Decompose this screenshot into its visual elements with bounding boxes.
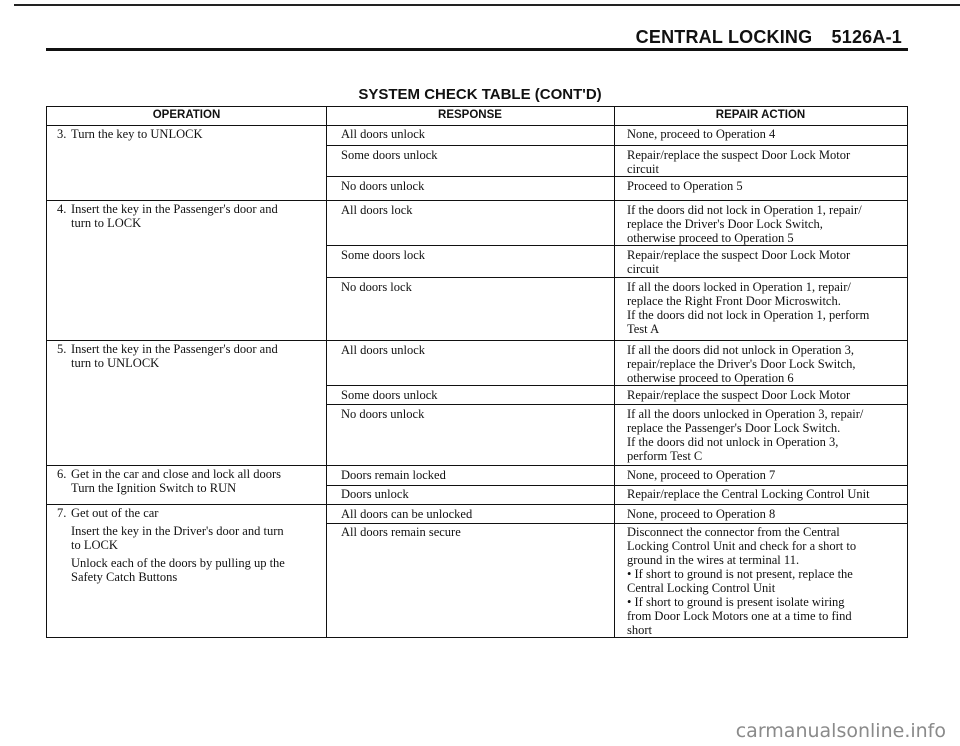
page-header: [636, 27, 902, 48]
response-cell: All doors can be unlocked: [341, 507, 473, 521]
response-cell: All doors lock: [341, 203, 413, 217]
text-line: circuit: [627, 162, 659, 176]
response-cell: No doors unlock: [341, 407, 425, 421]
row-divider: [47, 340, 907, 341]
repair-action-cell: [627, 407, 903, 463]
text-line: Insert the key in the Passenger's door and: [71, 202, 278, 216]
text-line: Repair/replace the suspect Door Lock Motor: [627, 388, 851, 402]
operation-paragraph: [71, 556, 323, 584]
text-line: Central Locking Control Unit: [627, 581, 776, 595]
operation-number: 4.: [57, 202, 67, 216]
operation-text: [71, 467, 323, 495]
text-line: • If short to ground is present isolate wiring: [627, 595, 845, 609]
text-line: If all the doors did not unlock in Operation 3,: [627, 343, 855, 357]
text-line: Repair/replace the suspect Door Lock Motor: [627, 148, 851, 162]
operation-cell: [57, 342, 323, 374]
repair-action-cell: [627, 203, 903, 245]
text-line: Locking Control Unit and check for a short to: [627, 539, 857, 553]
text-line: If all the doors locked in Operation 1, repair/: [627, 280, 851, 294]
repair-action-cell: [627, 179, 903, 193]
operation-paragraph: [71, 342, 323, 370]
response-cell: Some doors unlock: [341, 148, 438, 162]
column-header-operation: OPERATION: [152, 109, 221, 121]
response-cell: No doors unlock: [341, 179, 425, 193]
entry-divider: [326, 145, 907, 146]
response-cell: All doors unlock: [341, 127, 426, 141]
text-line: Repair/replace the Central Locking Control Unit: [627, 487, 870, 501]
text-line: short: [627, 623, 652, 637]
operation-text: [71, 342, 323, 370]
repair-action-cell: [627, 468, 903, 482]
header-rule: [46, 48, 908, 51]
operation-number: 6.: [57, 467, 67, 481]
text-line: Get out of the car: [71, 506, 159, 520]
operation-cell: [57, 127, 323, 145]
text-line: None, proceed to Operation 4: [627, 127, 776, 141]
row-divider: [47, 465, 907, 466]
row-divider: [47, 504, 907, 505]
operation-paragraph: [71, 202, 323, 230]
entry-divider: [326, 385, 907, 386]
text-line: repair/replace the Driver's Door Lock Switch,: [627, 357, 856, 371]
table-header-row: [47, 107, 907, 126]
operation-cell: [57, 506, 323, 588]
column-header-response: RESPONSE: [438, 109, 502, 121]
repair-action-cell: [627, 507, 903, 521]
text-line: Disconnect the connector from the Central: [627, 525, 840, 539]
repair-action-cell: [627, 487, 903, 501]
response-cell: Doors remain locked: [341, 468, 446, 482]
entry-divider: [326, 176, 907, 177]
response-cell: All doors remain secure: [341, 525, 461, 539]
text-line: Unlock each of the doors by pulling up the: [71, 556, 285, 570]
entry-divider: [326, 245, 907, 246]
column-divider: [614, 107, 615, 637]
operation-text: [71, 202, 323, 230]
text-line: Insert the key in the Passenger's door and: [71, 342, 278, 356]
repair-action-cell: [627, 525, 903, 637]
repair-action-cell: [627, 127, 903, 141]
operation-number: 5.: [57, 342, 67, 356]
text-line: Insert the key in the Driver's door and turn: [71, 524, 284, 538]
text-line: to LOCK: [71, 538, 118, 552]
text-line: circuit: [627, 262, 659, 276]
response-cell: Some doors unlock: [341, 388, 438, 402]
section-title: CENTRAL LOCKING: [635, 27, 813, 47]
text-line: otherwise proceed to Operation 5: [627, 231, 794, 245]
entry-divider: [326, 485, 907, 486]
row-divider: [47, 200, 907, 201]
text-line: Safety Catch Buttons: [71, 570, 178, 584]
text-line: ground in the wires at terminal 11.: [627, 553, 800, 567]
watermark: carmanualsonline.info: [735, 720, 946, 742]
top-border-rule: [14, 4, 960, 6]
operation-cell: [57, 467, 323, 499]
operation-number: 3.: [57, 127, 67, 141]
entry-divider: [326, 277, 907, 278]
operation-paragraph: [71, 524, 323, 552]
operation-number: 7.: [57, 506, 67, 520]
operation-text: [71, 506, 323, 584]
text-line: Proceed to Operation 5: [627, 179, 743, 193]
entry-divider: [326, 404, 907, 405]
response-cell: Doors unlock: [341, 487, 409, 501]
text-line: • If short to ground is not present, replace the: [627, 567, 853, 581]
text-line: If the doors did not unlock in Operation 3,: [627, 435, 839, 449]
text-line: replace the Driver's Door Lock Switch,: [627, 217, 823, 231]
text-line: Repair/replace the suspect Door Lock Motor: [627, 248, 851, 262]
repair-action-cell: [627, 343, 903, 385]
column-header-repair-action: REPAIR ACTION: [715, 109, 806, 121]
operation-paragraph: [71, 506, 323, 520]
text-line: Turn the Ignition Switch to RUN: [71, 481, 237, 495]
column-divider: [326, 107, 327, 637]
repair-action-cell: [627, 148, 903, 176]
text-line: None, proceed to Operation 7: [627, 468, 776, 482]
response-cell: Some doors lock: [341, 248, 426, 262]
operation-paragraph: [71, 467, 323, 495]
text-line: If the doors did not lock in Operation 1, perform: [627, 308, 870, 322]
text-line: If the doors did not lock in Operation 1, repair/: [627, 203, 862, 217]
response-cell: No doors lock: [341, 280, 412, 294]
entry-divider: [326, 523, 907, 524]
text-line: If all the doors unlocked in Operation 3, repair/: [627, 407, 864, 421]
text-line: Test A: [627, 322, 660, 336]
text-line: turn to LOCK: [71, 216, 142, 230]
operation-cell: [57, 202, 323, 234]
text-line: turn to UNLOCK: [71, 356, 160, 370]
text-line: None, proceed to Operation 8: [627, 507, 776, 521]
operation-text: [71, 127, 323, 141]
operation-paragraph: [71, 127, 323, 141]
text-line: replace the Right Front Door Microswitch.: [627, 294, 841, 308]
page-number: 5126A-1: [831, 27, 902, 47]
table-title: SYSTEM CHECK TABLE (CONT'D): [358, 86, 602, 103]
system-check-table: [46, 106, 908, 638]
text-line: perform Test C: [627, 449, 703, 463]
text-line: Get in the car and close and lock all doors: [71, 467, 281, 481]
text-line: replace the Passenger's Door Lock Switch.: [627, 421, 841, 435]
repair-action-cell: [627, 388, 903, 402]
text-line: from Door Lock Motors one at a time to find: [627, 609, 852, 623]
text-line: otherwise proceed to Operation 6: [627, 371, 794, 385]
repair-action-cell: [627, 248, 903, 276]
response-cell: All doors unlock: [341, 343, 426, 357]
repair-action-cell: [627, 280, 903, 336]
text-line: Turn the key to UNLOCK: [71, 127, 203, 141]
